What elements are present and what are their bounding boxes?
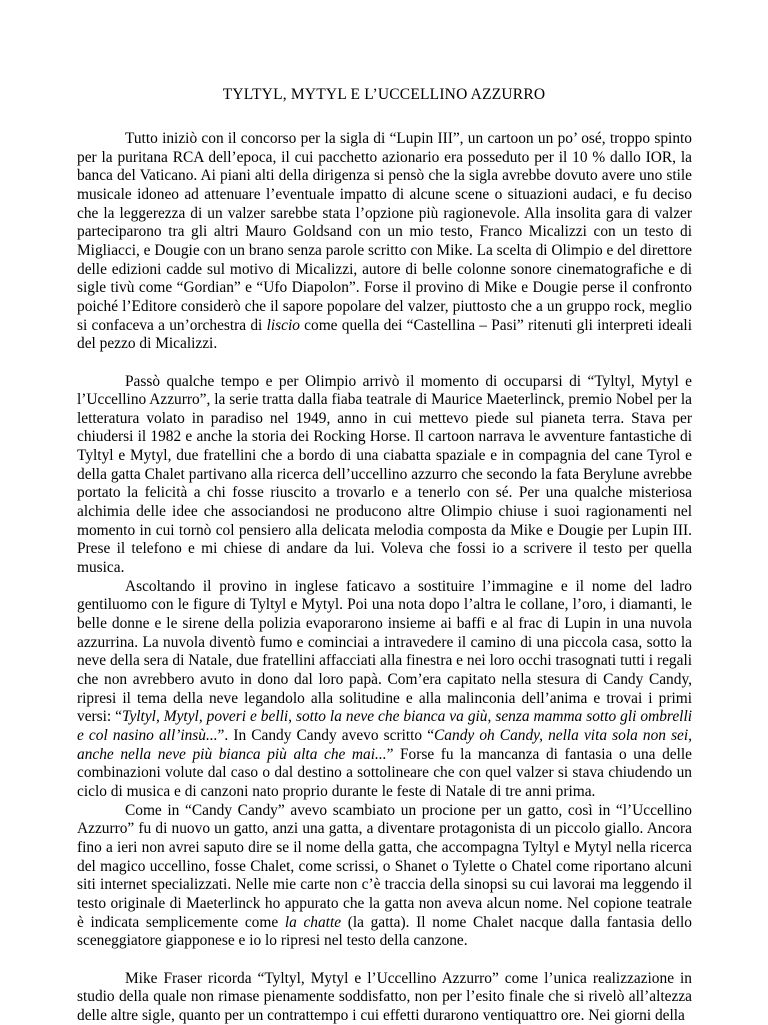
paragraph	[77, 802, 692, 951]
text-run: Mike Fraser ricorda “Tyltyl, Mytyl e l’Uccellino Azzurro” come l’unica realizzazione in studio della quale non rimase pienamente soddisfatto, non per l’esito finale che si rivelò all’altezza delle altre sigle, quanto per un contrattempo i cui effetti durarono ventiquattro ore. Nei giorni della	[77, 970, 692, 1024]
text-run: Come in “Candy Candy” avevo scambiato un procione per un gatto, così in “l’Uccellino Azzurro” fu di nuovo un gatto, anzi una gatta, a diventare protagonista di un piccolo giallo. Ancora fino a ieri non avrei saputo dire se il nome della gatta, che accompagna Tyltyl e Mytyl nella ricerca del magico uccellino, fosse Chalet, come scrissi, o Shanet o Tylette o Chatel come riportano alcuni siti internet specializzati. Nelle mie carte non c’è traccia della sinopsi su cui lavorai ma leggendo il testo originale di Maeterlinck ho appurato che la gatta non aveva alcun nome. Nel copione teatrale è indicata semplicemente come	[77, 802, 692, 931]
document-title: TYLTYL, MYTYL E L’UCCELLINO AZZURRO	[0, 86, 768, 104]
italic-run: Candy oh Candy, nella vita sola non sei, anche nella neve più bianca più alta che mai...	[77, 727, 692, 763]
text-run: Tutto iniziò con il concorso per la sigla di “Lupin III”, un cartoon un po’ osé, troppo spinto per la puritana RCA dell’epoca, il cui pacchetto azionario era posseduto per il 10 % dallo IOR, la banca del Vaticano. Ai piani alti della dirigenza si pensò che la sigla avrebbe dovuto avere uno stile musicale idoneo ad attenuare l’eventuale impatto di alcune scene o situazioni audaci, e fu deciso che la leggerezza di un valzer sarebbe stata l’opzione più ragionevole. Alla insolita gara di valzer parteciparono tra gli altri Mauro Goldsand con un mio testo, Franco Micalizzi con un testo di Migliacci, e Dougie con un brano senza parole scritto con Mike. La scelta di Olimpio e del direttore delle edizioni cadde sul motivo di Micalizzi, autore di belle colonne sonore cinematografiche e di sigle tivù come “Gordian” e “Ufo Diapolon”. Forse il provino di Mike e Dougie perse il confronto poiché l’Editore considerò che il sapore popolare del valzer, piuttosto che a un gruppo rock, meglio si confaceva a un’orchestra di	[77, 130, 692, 334]
italic-run: Tyltyl, Mytyl, poveri e belli, sotto la neve che bianca va giù, senza mamma sotto gli ombrelli e col nasino all’insù...	[77, 708, 692, 744]
text-run: (la gatta). Il nome Chalet nacque dalla fantasia dello sceneggiatore giapponese e io lo ripresi nel testo della canzone.	[77, 914, 692, 950]
paragraph	[77, 970, 692, 1025]
text-run: Ascoltando il provino in inglese faticavo a sostituire l’immagine e il nome del ladro gentiluomo con le figure di Tyltyl e Mytyl. Poi una nota dopo l’altra le collane, l’oro, i diamanti, le belle donne e le sirene della polizia evaporarono insieme ai baffi e al frac di Lupin in una nuvola azzurrina. La nuvola diventò fumo e cominciai a intravedere il camino di una piccola casa, sotto la neve della sera di Natale, due fratellini affacciati alla finestra e nei loro occhi trasognati tutti i regali che non avrebbero avuto in dono dal loro papà. Com’era capitato nella stesura di Candy Candy, ripresi il tema della neve legandolo alla solitudine e alla malinconia dell’anima e trovai i primi versi: “	[77, 578, 692, 726]
text-run: ” Forse fu la mancanza di fantasia o una delle combinazioni volute dal caso o dal destino a sottolineare che con quel valzer si stava chiudendo un ciclo di musica e di canzoni nato proprio durante le feste di Natale di tre anni prima.	[77, 746, 692, 800]
italic-run: la chatte	[285, 914, 341, 931]
paragraph	[77, 578, 692, 802]
text-run: come quella dei “Castellina – Pasi” ritenuti gli interpreti ideali del pezzo di Micalizzi.	[77, 317, 692, 353]
document-body	[77, 130, 692, 1025]
text-run: ”. In Candy Candy avevo scritto “	[218, 727, 435, 744]
italic-run: liscio	[267, 317, 300, 334]
paragraph	[77, 373, 692, 578]
text-run: Passò qualche tempo e per Olimpio arrivò il momento di occuparsi di “Tyltyl, Mytyl e l’Uccellino Azzurro”, la serie tratta dalla fiaba teatrale di Maurice Maeterlinck, premio Nobel per la letteratura volato in paradiso nel 1949, anno in cui mettevo piede sul pianeta terra. Stava per chiudersi il 1982 e anche la storia dei Rocking Horse. Il cartoon narrava le avventure fantastiche di Tyltyl e Mytyl, due fratellini che a bordo di una ciabatta spaziale e in compagnia del cane Tyrol e della gatta Chalet partivano alla ricerca dell’uccellino azzurro che secondo la fata Berylune avrebbe portato la felicità a chi fosse riuscito a trovarlo e a tenerlo con sé. Per una qualche misteriosa alchimia delle idee che associandosi ne producono altre Olimpio chiuse i suoi ragionamenti nel momento in cui tornò col pensiero alla delicata melodia composta da Mike e Dougie per Lupin III. Prese il telefono e mi chiese di andare da lui. Voleva che fossi io a scrivere il testo per quella musica.	[77, 373, 692, 577]
paragraph	[77, 130, 692, 354]
